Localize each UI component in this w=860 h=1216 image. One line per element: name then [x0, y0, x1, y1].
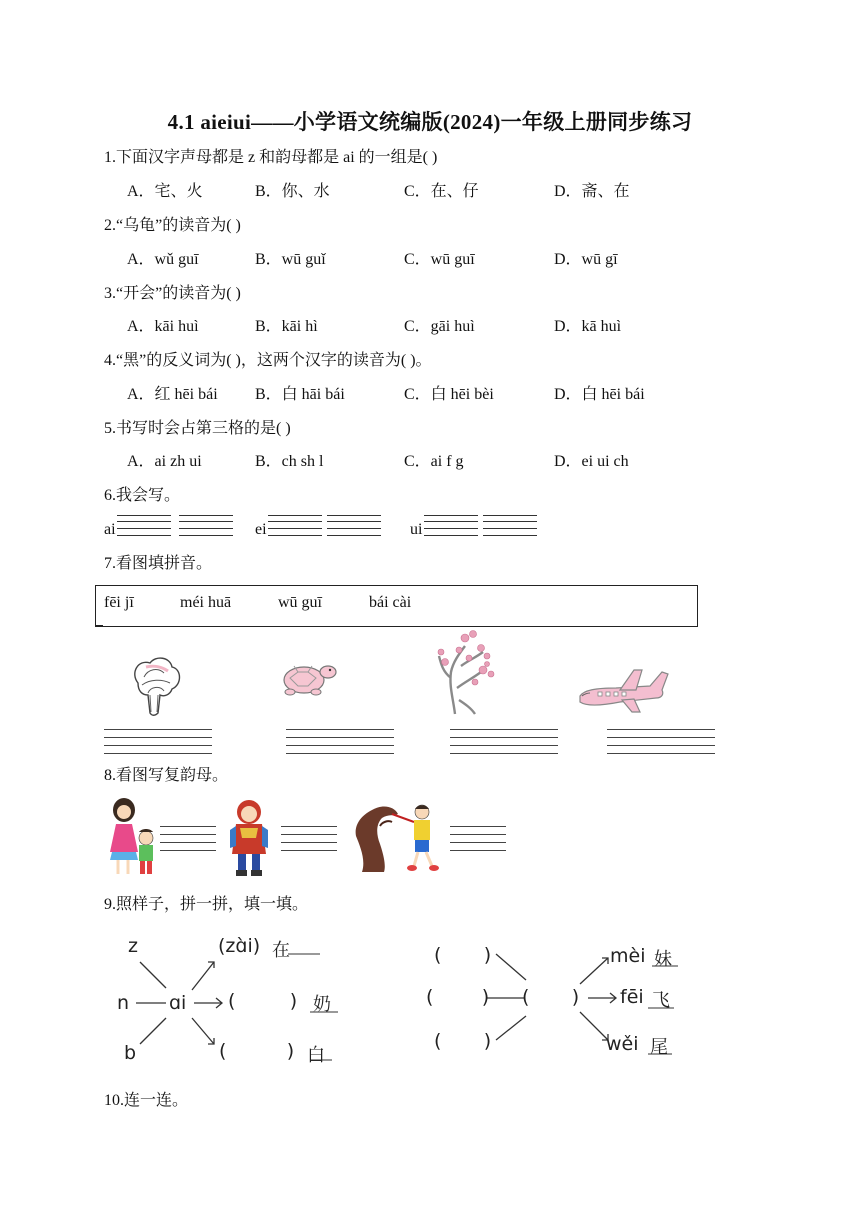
- plum-blossom-picture: [435, 628, 497, 716]
- q9-example-syllable: (zɑ̀i): [218, 935, 261, 957]
- cabbage-picture: [128, 655, 184, 717]
- q9-char-nai: 奶: [313, 994, 331, 1015]
- q1-option-c[interactable]: C．在、仔: [404, 183, 479, 200]
- question-10-stem: 10.连一连。: [104, 1092, 189, 1109]
- q6-writing-grid[interactable]: [327, 515, 381, 535]
- q7-word-bank: [95, 585, 698, 627]
- q9-char-fei: 飞: [652, 990, 670, 1011]
- q9-char-mei: 妹: [654, 949, 672, 970]
- q9-char-bai: 白: [307, 1045, 325, 1066]
- q9-char-wei: 尾: [650, 1037, 668, 1058]
- q5-option-c[interactable]: C．ai f g: [404, 453, 464, 470]
- q6-writing-grid[interactable]: [268, 515, 322, 535]
- q8-answer-lines[interactable]: [450, 826, 506, 852]
- q3-option-c[interactable]: C．gāi huì: [404, 318, 475, 335]
- q7-answer-lines[interactable]: [104, 729, 212, 755]
- q1-option-b[interactable]: B．你、水: [255, 183, 330, 200]
- q7-answer-lines[interactable]: [450, 729, 558, 755]
- q6-label-ai: ai: [104, 521, 116, 538]
- q9-right-blank-3[interactable]: ( ): [434, 1030, 492, 1052]
- q5-option-d[interactable]: D．ei ui ch: [554, 453, 629, 470]
- q5-option-b[interactable]: B．ch sh l: [255, 453, 324, 470]
- question-3-stem: 3.“开会”的读音为( ): [104, 285, 241, 302]
- q5-option-a[interactable]: A．ai zh ui: [127, 453, 202, 470]
- q6-label-ui: ui: [410, 521, 423, 538]
- q3-option-d[interactable]: D．kā huì: [554, 318, 622, 335]
- turtle-picture: [280, 658, 338, 698]
- question-7-stem: 7.看图填拼音。: [104, 555, 213, 572]
- q6-writing-grid[interactable]: [483, 515, 537, 535]
- question-1-stem: 1.下面汉字声母都是 z 和韵母都是 ai 的一组是( ): [104, 149, 438, 166]
- q8-answer-lines[interactable]: [281, 826, 337, 852]
- q9-char-zai: 在: [272, 940, 290, 961]
- q7-answer-lines[interactable]: [286, 729, 394, 755]
- q6-writing-grid[interactable]: [424, 515, 478, 535]
- child-winter-picture: [226, 798, 272, 878]
- q3-option-b[interactable]: B．kāi hì: [255, 318, 318, 335]
- q4-option-a[interactable]: A．红 hēi bái: [127, 386, 218, 403]
- q9-syllable-fei: fēi: [620, 986, 644, 1008]
- divider: [95, 625, 103, 626]
- question-6-stem: 6.我会写。: [104, 487, 181, 504]
- q7-word: fēi jī: [104, 594, 134, 611]
- q2-option-d[interactable]: D．wū gī: [554, 251, 618, 268]
- page-title: 4.1 aieiui——小学语文统编版(2024)一年级上册同步练习: [167, 110, 693, 134]
- q7-word: bái cài: [369, 594, 412, 611]
- q9-initial-z: z: [128, 935, 138, 957]
- question-2-stem: 2.“乌龟”的读音为( ): [104, 217, 241, 234]
- q6-label-ei: ei: [255, 521, 267, 538]
- q9-right-center-blank[interactable]: ( ): [522, 986, 580, 1008]
- question-5-stem: 5.书写时会占第三格的是( ): [104, 420, 291, 437]
- girl-and-boy-picture: [106, 796, 160, 878]
- question-8-stem: 8.看图写复韵母。: [104, 767, 229, 784]
- question-9-stem: 9.照样子，拼一拼，填一填。: [104, 896, 309, 913]
- q9-right-blank-1[interactable]: ( ): [434, 944, 492, 966]
- question-4-stem: 4.“黑”的反义词为( )，这两个汉字的读音为( )。: [104, 352, 432, 369]
- q8-answer-lines[interactable]: [160, 826, 216, 852]
- q2-option-c[interactable]: C．wū guī: [404, 251, 475, 268]
- q1-option-a[interactable]: A．宅、火: [127, 183, 203, 200]
- q2-option-b[interactable]: B．wū guǐ: [255, 251, 326, 268]
- q4-option-c[interactable]: C．白 hēi bèi: [404, 386, 494, 403]
- q1-option-d[interactable]: D．斋、在: [554, 183, 630, 200]
- airplane-picture: [576, 662, 670, 714]
- q9-blank-nai[interactable]: ( ): [228, 990, 298, 1012]
- q4-option-d[interactable]: D．白 hēi bái: [554, 386, 645, 403]
- q2-option-a[interactable]: A．wǔ guī: [127, 251, 199, 268]
- q9-right-blank-2[interactable]: ( ): [426, 986, 490, 1008]
- q4-option-b[interactable]: B．白 hāi bái: [255, 386, 345, 403]
- q9-final-ai: ɑi: [169, 992, 187, 1014]
- q6-writing-grid[interactable]: [179, 515, 233, 535]
- q7-word: wū guī: [278, 594, 322, 611]
- q9-blank-bai[interactable]: ( ): [219, 1040, 295, 1062]
- q6-writing-grid[interactable]: [117, 515, 171, 535]
- q9-initial-n: n: [117, 992, 130, 1014]
- q9-syllable-mei: mèi: [610, 945, 646, 967]
- tree-and-boy-picture: [352, 800, 448, 874]
- q7-word: méi huā: [180, 594, 232, 611]
- q9-initial-b: b: [124, 1042, 137, 1064]
- q9-syllable-wei: wěi: [606, 1033, 639, 1055]
- q7-answer-lines[interactable]: [607, 729, 715, 755]
- q3-option-a[interactable]: A．kāi huì: [127, 318, 199, 335]
